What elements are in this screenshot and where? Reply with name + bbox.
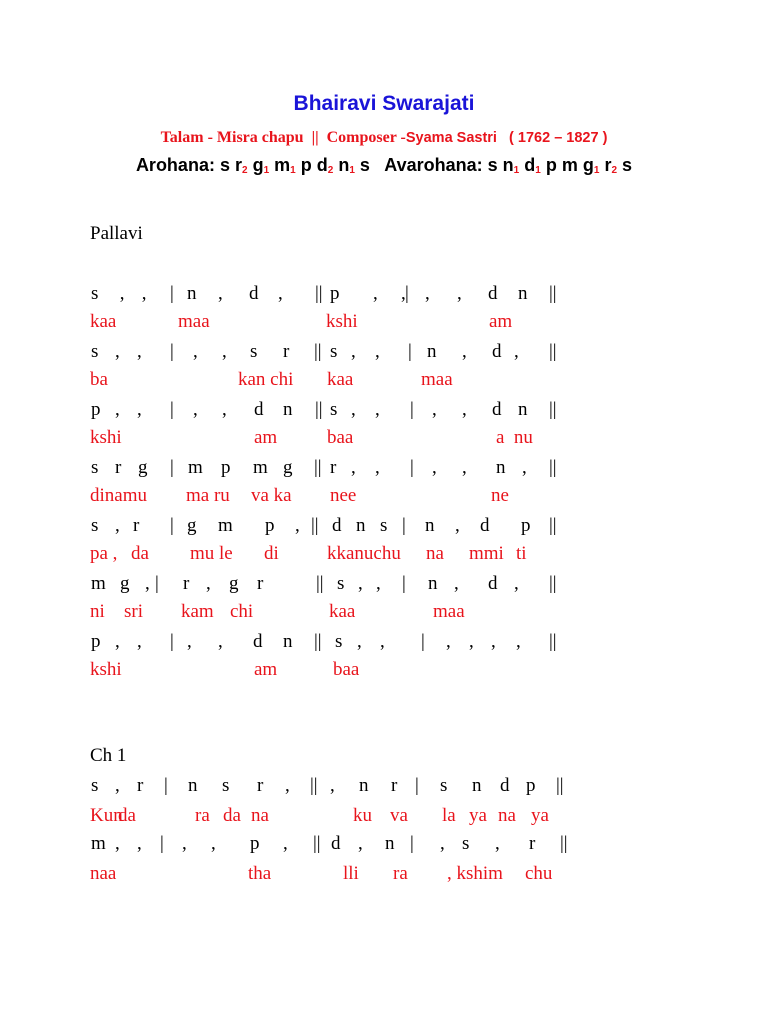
swara-note: d xyxy=(332,515,342,536)
swara-note: g xyxy=(283,457,293,478)
swara-note: , xyxy=(375,457,380,478)
swara-note: p xyxy=(91,399,101,420)
arohana-note: s xyxy=(359,155,370,175)
arohana-note: s xyxy=(219,155,230,175)
swara-note: s xyxy=(462,833,470,854)
bar-line: || xyxy=(311,515,319,536)
arohana-note: $m_1$ xyxy=(274,155,296,176)
bar-line: | xyxy=(164,775,168,796)
arohana-note: $g_1$ xyxy=(252,155,270,176)
swara-note: r xyxy=(391,775,398,796)
arohana-note: $d_2$ xyxy=(316,155,334,176)
section-heading: Pallavi xyxy=(90,223,143,244)
swara-note: s xyxy=(335,631,343,652)
swara-note: d xyxy=(488,573,498,594)
bar-line: || xyxy=(314,457,322,478)
bar-line: || xyxy=(315,399,323,420)
sahitya-syllable: maa xyxy=(433,601,465,622)
composer-name: Syama Sastri xyxy=(405,130,497,146)
sahitya-syllable: a nu xyxy=(496,427,533,448)
swara-note: r xyxy=(529,833,536,854)
sahitya-syllable: kaa xyxy=(90,311,117,332)
swara-note: , xyxy=(373,283,378,304)
swara-note: , xyxy=(295,515,300,536)
bar-line: | xyxy=(170,515,174,536)
swara-row xyxy=(0,341,768,365)
arohana-note: $n_1$ xyxy=(338,155,355,176)
swara-note: , xyxy=(222,399,227,420)
swara-note: , xyxy=(491,631,496,652)
note-variant-index: 1 xyxy=(593,165,600,176)
note-variant-index: 1 xyxy=(513,165,520,176)
swara-note: , xyxy=(375,341,380,362)
swara-note: s xyxy=(440,775,448,796)
swara-note: r xyxy=(133,515,140,536)
bar-line: | xyxy=(410,457,414,478)
bar-line: | xyxy=(170,341,174,362)
bar-line: || xyxy=(310,775,318,796)
sahitya-syllable: mmi xyxy=(469,543,504,564)
swara-note: , xyxy=(401,283,406,304)
talam-composer-label: Talam - Misra chapu || Composer - xyxy=(160,129,406,146)
bar-line: || xyxy=(314,631,322,652)
swara-note: , xyxy=(218,631,223,652)
swara-note: s xyxy=(91,775,99,796)
sahitya-syllable: kam xyxy=(181,601,214,622)
avarohana-note: $d_1$ xyxy=(524,155,541,176)
swara-note: n xyxy=(187,283,197,304)
sahitya-syllable: baa xyxy=(333,659,360,680)
bar-line: || xyxy=(549,631,557,652)
swara-note: n xyxy=(188,775,198,796)
swara-note: , xyxy=(522,457,527,478)
swara-note: p xyxy=(265,515,275,536)
swara-note: , xyxy=(516,631,521,652)
avarohana-note: m xyxy=(561,155,578,175)
bar-line: || xyxy=(315,283,323,304)
swara-note: , xyxy=(115,341,120,362)
swara-note: , xyxy=(457,283,462,304)
swara-note: , xyxy=(115,833,120,854)
sahitya-syllable: am xyxy=(254,427,278,448)
swara-note: s xyxy=(91,341,99,362)
sahitya-syllable: va xyxy=(390,805,408,826)
scale-line xyxy=(0,155,768,176)
swara-note: g xyxy=(120,573,130,594)
swara-note: , xyxy=(137,631,142,652)
arohana-note: p xyxy=(300,155,312,175)
swara-note: , xyxy=(283,833,288,854)
sahitya-syllable: ne xyxy=(491,485,509,506)
swara-note: , xyxy=(495,833,500,854)
scale-spacer xyxy=(370,155,384,175)
swara-note: r xyxy=(283,341,290,362)
avarohana-note: $r_2$ xyxy=(604,155,618,176)
swara-note: , xyxy=(193,399,198,420)
sahitya-syllable: chi xyxy=(230,601,254,622)
swara-note: , xyxy=(455,515,460,536)
swara-note: r xyxy=(183,573,190,594)
swara-note: , xyxy=(351,399,356,420)
swara-note: , xyxy=(351,457,356,478)
sahitya-syllable: sri xyxy=(124,601,143,622)
bar-line: || xyxy=(560,833,568,854)
bar-line: | xyxy=(408,341,412,362)
swara-note: , xyxy=(462,399,467,420)
bar-line: || xyxy=(313,833,321,854)
swara-note: p xyxy=(221,457,231,478)
swara-note: p xyxy=(250,833,260,854)
bar-line: | xyxy=(155,573,159,594)
sahitya-syllable: ra xyxy=(393,863,408,884)
section-heading: Ch 1 xyxy=(90,745,127,766)
sahitya-syllable: maa xyxy=(421,369,453,390)
bar-line: | xyxy=(405,283,409,304)
sahitya-row xyxy=(0,485,768,509)
swara-note: s xyxy=(91,283,99,304)
sahitya-syllable: di xyxy=(264,543,279,564)
bar-line: || xyxy=(549,283,557,304)
swara-row xyxy=(0,573,768,597)
swara-row xyxy=(0,399,768,423)
sahitya-syllable: la xyxy=(442,805,456,826)
sahitya-syllable: dinamu xyxy=(90,485,147,506)
bar-line: | xyxy=(410,399,414,420)
swara-note: , xyxy=(115,775,120,796)
swara-note: m xyxy=(91,573,106,594)
swara-note: s xyxy=(380,515,388,536)
bar-line: || xyxy=(314,341,322,362)
bar-line: || xyxy=(549,457,557,478)
sahitya-syllable: kaa xyxy=(327,369,354,390)
sahitya-syllable: kan chi xyxy=(238,369,294,390)
swara-note: n xyxy=(385,833,395,854)
swara-note: n xyxy=(359,775,369,796)
swara-note: , xyxy=(446,631,451,652)
swara-note: s xyxy=(330,341,338,362)
avarohana-note: s xyxy=(487,155,498,175)
bar-line: | xyxy=(421,631,425,652)
note-variant-index: 2 xyxy=(611,165,618,176)
swara-note: , xyxy=(375,399,380,420)
swara-note: , xyxy=(380,631,385,652)
bar-line: || xyxy=(556,775,564,796)
note-variant-index: 2 xyxy=(327,165,334,176)
avarohana-note: $n_1$ xyxy=(502,155,520,176)
swara-note: , xyxy=(425,283,430,304)
swara-row xyxy=(0,515,768,539)
swara-note: n xyxy=(283,631,293,652)
swara-note: m xyxy=(91,833,106,854)
swara-row xyxy=(0,775,768,799)
sahitya-syllable: baa xyxy=(327,427,354,448)
bar-line: | xyxy=(415,775,419,796)
swara-note: , xyxy=(351,341,356,362)
sahitya-syllable: kshi xyxy=(90,659,122,680)
swara-note: , xyxy=(137,833,142,854)
swara-row xyxy=(0,833,768,857)
sahitya-syllable: da xyxy=(223,805,241,826)
sahitya-row xyxy=(0,369,768,393)
swara-note: n xyxy=(283,399,293,420)
swara-note: , xyxy=(432,399,437,420)
bar-line: | xyxy=(170,631,174,652)
avarohana-note: $g_1$ xyxy=(582,155,600,176)
swara-note: s xyxy=(91,515,99,536)
bar-line: | xyxy=(170,283,174,304)
sahitya-syllable: chu xyxy=(525,863,553,884)
swara-note: , xyxy=(514,573,519,594)
sahitya-syllable: am xyxy=(254,659,278,680)
sahitya-syllable: da xyxy=(118,805,136,826)
sahitya-syllable: ti xyxy=(516,543,527,564)
note-variant-index: 1 xyxy=(290,165,296,176)
sahitya-syllable: tha xyxy=(248,863,272,884)
sahitya-row xyxy=(0,311,768,335)
swara-note: r xyxy=(257,573,264,594)
swara-note: , xyxy=(115,399,120,420)
swara-note: , xyxy=(218,283,223,304)
sahitya-syllable: , kshim xyxy=(447,863,503,884)
swara-note: g xyxy=(187,515,197,536)
swara-note: m xyxy=(188,457,203,478)
swara-note: r xyxy=(115,457,122,478)
swara-note: , xyxy=(193,341,198,362)
sahitya-row xyxy=(0,659,768,683)
swara-note: p xyxy=(330,283,340,304)
sahitya-syllable: ni xyxy=(90,601,105,622)
arohana-label: Arohana: xyxy=(135,155,220,175)
swara-note: m xyxy=(253,457,268,478)
swara-note: p xyxy=(521,515,531,536)
sahitya-syllable: pa , xyxy=(90,543,118,564)
arohana-note: $r_2$ xyxy=(234,155,248,176)
sahitya-row xyxy=(0,863,768,887)
swara-row xyxy=(0,457,768,481)
swara-note: n xyxy=(427,341,437,362)
swara-note: , xyxy=(358,573,363,594)
sahitya-syllable: na xyxy=(498,805,516,826)
swara-note: r xyxy=(330,457,337,478)
sahitya-row xyxy=(0,805,768,829)
swara-note: , xyxy=(330,775,335,796)
note-variant-index: 1 xyxy=(263,165,270,176)
sahitya-syllable: lli xyxy=(343,863,359,884)
swara-note: n xyxy=(472,775,482,796)
bar-line: | xyxy=(402,573,406,594)
sahitya-syllable: ma ru xyxy=(186,485,230,506)
swara-note: , xyxy=(137,283,147,304)
bar-line: | xyxy=(170,457,174,478)
swara-note: d xyxy=(492,399,502,420)
swara-note: n xyxy=(425,515,435,536)
swara-note: r xyxy=(137,775,144,796)
swara-note: d xyxy=(249,283,259,304)
swara-note: , xyxy=(115,283,125,304)
sahitya-row xyxy=(0,601,768,625)
avarohana-note: s xyxy=(622,155,633,175)
swara-note: p xyxy=(526,775,536,796)
sahitya-syllable: da xyxy=(131,543,149,564)
swara-note: s xyxy=(91,457,99,478)
swara-note: s xyxy=(330,399,338,420)
swara-note: , xyxy=(145,573,150,594)
bar-line: | xyxy=(170,399,174,420)
swara-note: , xyxy=(211,833,216,854)
swara-note: d xyxy=(254,399,264,420)
swara-note: , xyxy=(115,515,120,536)
swara-note: , xyxy=(278,283,283,304)
swara-note: g xyxy=(138,457,148,478)
swara-note: , xyxy=(357,631,362,652)
swara-note: , xyxy=(206,573,211,594)
sahitya-row xyxy=(0,427,768,451)
swara-note: , xyxy=(137,341,142,362)
avarohana-label: Avarohana: xyxy=(384,155,488,175)
bar-line: | xyxy=(160,833,164,854)
note-variant-index: 2 xyxy=(242,165,248,176)
swara-note: , xyxy=(285,775,290,796)
swara-note: n xyxy=(518,399,528,420)
swara-note: , xyxy=(358,833,363,854)
swara-note: , xyxy=(440,833,445,854)
sahitya-syllable: kaa xyxy=(329,601,356,622)
bar-line: || xyxy=(549,515,557,536)
swara-note: n xyxy=(518,283,528,304)
swara-row xyxy=(0,283,768,307)
swara-note: s xyxy=(337,573,345,594)
sahitya-syllable: na xyxy=(426,543,444,564)
swara-note: , xyxy=(462,457,467,478)
composition-title: Bhairavi Swarajati xyxy=(293,92,475,115)
note-variant-index: 1 xyxy=(349,165,355,176)
swara-note: p xyxy=(91,631,101,652)
sahitya-syllable: Kun xyxy=(90,805,123,826)
swara-note: , xyxy=(454,573,459,594)
swara-note: , xyxy=(182,833,187,854)
sahitya-syllable: ra xyxy=(195,805,210,826)
sahitya-syllable: nee xyxy=(330,485,357,506)
sahitya-row xyxy=(0,543,768,567)
swara-note: , xyxy=(432,457,437,478)
sahitya-syllable: maa xyxy=(178,311,210,332)
swara-note: r xyxy=(257,775,264,796)
swara-note: d xyxy=(488,283,498,304)
bar-line: | xyxy=(410,833,414,854)
swara-note: d xyxy=(331,833,341,854)
swara-note: , xyxy=(462,341,467,362)
swara-note: n xyxy=(496,457,506,478)
sahitya-syllable: ku xyxy=(353,805,372,826)
sahitya-syllable: naa xyxy=(90,863,117,884)
bar-line: || xyxy=(549,399,557,420)
sahitya-syllable: va ka xyxy=(251,485,292,506)
sahitya-syllable: ya xyxy=(469,805,487,826)
sahitya-syllable: am xyxy=(489,311,513,332)
swara-note: d xyxy=(253,631,263,652)
sahitya-syllable: na xyxy=(251,805,269,826)
bar-line: || xyxy=(316,573,324,594)
sahitya-syllable: kshi xyxy=(90,427,122,448)
swara-note: n xyxy=(428,573,438,594)
swara-note: s xyxy=(250,341,258,362)
swara-note: d xyxy=(500,775,510,796)
bar-line: | xyxy=(402,515,406,536)
bar-line: || xyxy=(549,341,557,362)
sahitya-syllable: ba xyxy=(90,369,108,390)
swara-note: , xyxy=(376,573,381,594)
talam-composer-line xyxy=(0,129,768,147)
swara-note: , xyxy=(115,631,120,652)
sahitya-syllable: kshi xyxy=(326,311,358,332)
sahitya-syllable: mu le xyxy=(190,543,233,564)
swara-note: s xyxy=(222,775,230,796)
swara-note: , xyxy=(137,399,142,420)
swara-note: , xyxy=(222,341,227,362)
composer-years: ( 1762 – 1827 ) xyxy=(496,130,608,146)
swara-note: d xyxy=(492,341,502,362)
avarohana-note: p xyxy=(545,155,557,175)
swara-note: d xyxy=(480,515,490,536)
swara-note: g xyxy=(229,573,239,594)
swara-row xyxy=(0,631,768,655)
swara-note: n xyxy=(356,515,366,536)
sahitya-syllable: ya xyxy=(531,805,549,826)
note-variant-index: 1 xyxy=(535,165,541,176)
swara-note: , xyxy=(469,631,474,652)
swara-note: , xyxy=(514,341,519,362)
swara-note: m xyxy=(218,515,233,536)
sahitya-syllable: kkanuchu xyxy=(327,543,401,564)
bar-line: || xyxy=(549,573,557,594)
swara-note: , xyxy=(187,631,192,652)
